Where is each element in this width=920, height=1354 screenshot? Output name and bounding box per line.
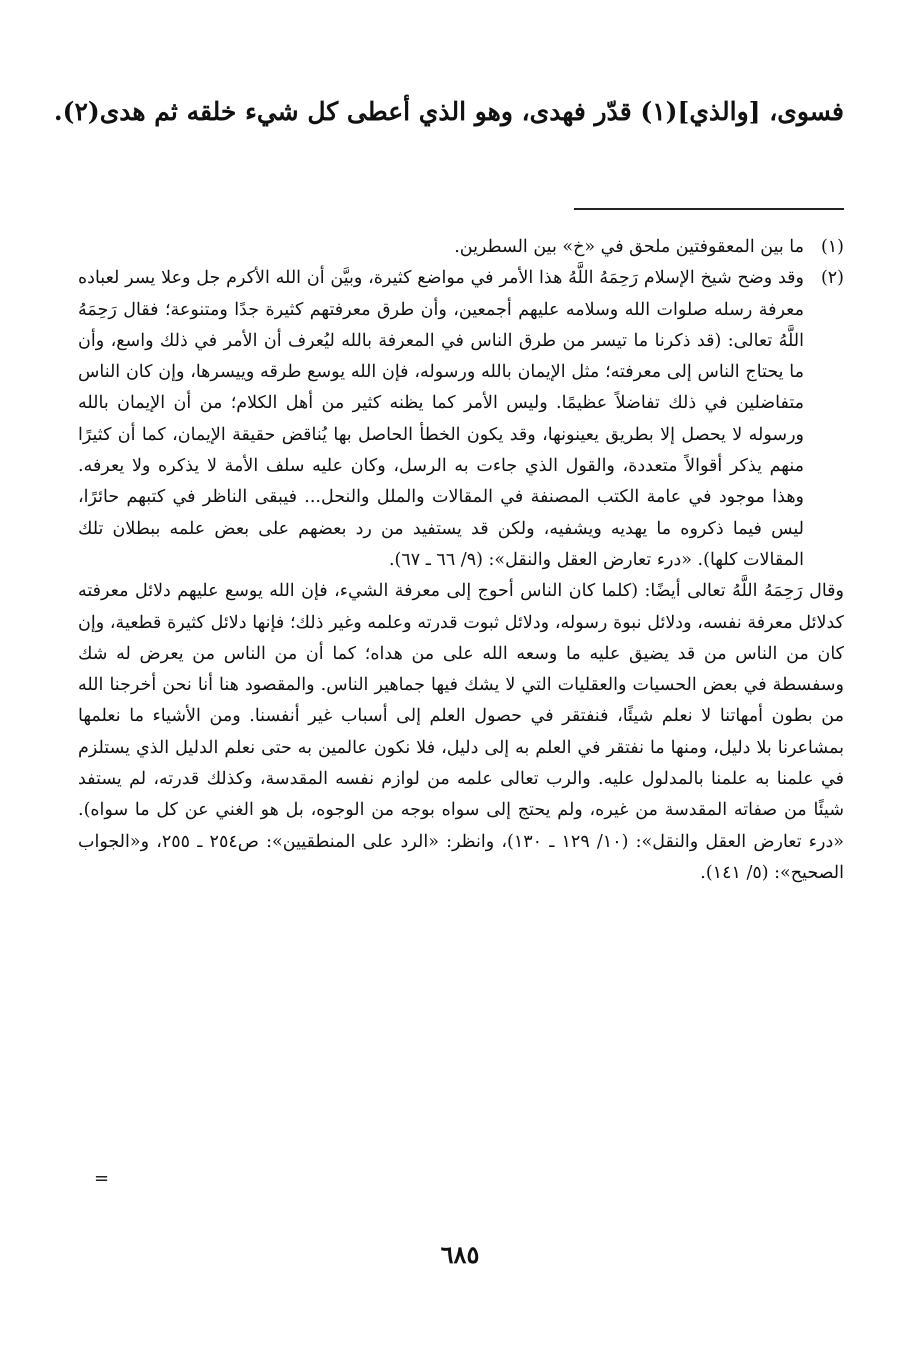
footnote-2 [78,263,844,576]
footnote-number: (٢) [820,268,844,289]
footnote-number: (١) [820,237,844,257]
footnote-separator [574,208,844,210]
main-text: فسوى، [والذي](١) قدّر فهدى، وهو الذي أعطى كل شيء خلقه ثم هدى(٢). [53,97,844,126]
continuation-mark: = [94,1168,110,1189]
footnote-text: ما بين المعقوفتين ملحق في «خ» بين السطرين. [454,237,804,257]
footnote-2-continuation: وقال رَحِمَهُ اللَّهُ تعالى أيضًا: (كلما كان الناس أحوج إلى معرفة الشيء، فإن الله يوسع عليهم دلائل معرفته كدلائل معرفة نفسه، ودلائل نبوة رسوله، ودلائل ثبوت قدرته وعلمه وغير ذلك؛ فإنها دلائل كثيرة قطعية، وإن كان من الناس من قد يضيق عليه ما وسعه الله على من هداه؛ كما أن من الناس من يعرض له شك وسفسطة في بعض الحسيات والعقليات التي لا يشك فيها جماهير الناس. والمقصود هنا أنا نحن أخرجنا الله من بطون أمهاتنا لا نعلم شيئًا، فنفتقر في حصول العلم إلى أسباب غير أنفسنا. ومن الأشياء ما نعلمها بمشاعرنا بلا دليل، ومنها ما نفتقر في العلم به إلى دليل، فلا نكون عالمين به حتى نعلم الدليل الذي يستلزم في علمنا به علمنا بالمدلول عليه. والرب تعالى علمه من لوازم نفسه المقدسة، وكذلك قدرته، لم يستفد شيئًا من صفاته المقدسة من غيره، ولم يحتج إلى سواه بوجه من الوجوه، بل هو الغني عن كل ما سواه). «درء تعارض العقل والنقل»: (١٠/ ١٢٩ ـ ١٣٠)، وانظر: «الرد على المنطقيين»: ص٢٥٤ ـ ٢٥٥، و«الجواب الصحيح»: (٥/ ١٤١). [78,581,844,883]
footnotes-section [78,232,844,889]
footnote-text: وقد وضح شيخ الإسلام رَحِمَهُ اللَّهُ هذا الأمر في مواضع كثيرة، وبيَّن أن الله الأكرم جل وعلا يسر لعباده معرفة رسله صلوات الله وسلامه عليهم أجمعين، وأن طرق معرفتهم كثيرة جدًا ومتنوعة؛ فقال رَحِمَهُ اللَّهُ تعالى: (قد ذكرنا ما تيسر من طرق الناس في المعرفة بالله ليُعرف أن الأمر في ذلك واسع، وأن ما يحتاج الناس إلى معرفته؛ مثل الإيمان بالله ورسوله، فإن الله يوسع طرقه وييسرها، وإن كان الناس متفاضلين في ذلك تفاضلاً عظيمًا. وليس الأمر كما يظنه كثير من أهل الكلام؛ من أن الإيمان بالله ورسوله لا يحصل إلا بطريق يعينونها، وقد يكون الخطأ الحاصل بها يُناقض حقيقة الإيمان، كما أن كثيرًا منهم يذكر أقوالاً متعددة، والقول الذي جاءت به الرسل، وكان عليه سلف الأمة لا يذكره ولا يعرفه. وهذا موجود في عامة الكتب المصنفة في المقالات والملل والنحل... فيبقى الناظر في كتبهم حائرًا، ليس فيما ذكروه ما يهديه ويشفيه، ولكن قد يستفيد من رد بعضهم على بعض علمه ببطلان تلك المقالات كلها). «درء تعارض العقل والنقل»: (٩/ ٦٦ ـ ٦٧). [78,268,804,570]
page-number: ٦٨٥ [440,1240,480,1269]
footnote-1 [78,232,844,263]
